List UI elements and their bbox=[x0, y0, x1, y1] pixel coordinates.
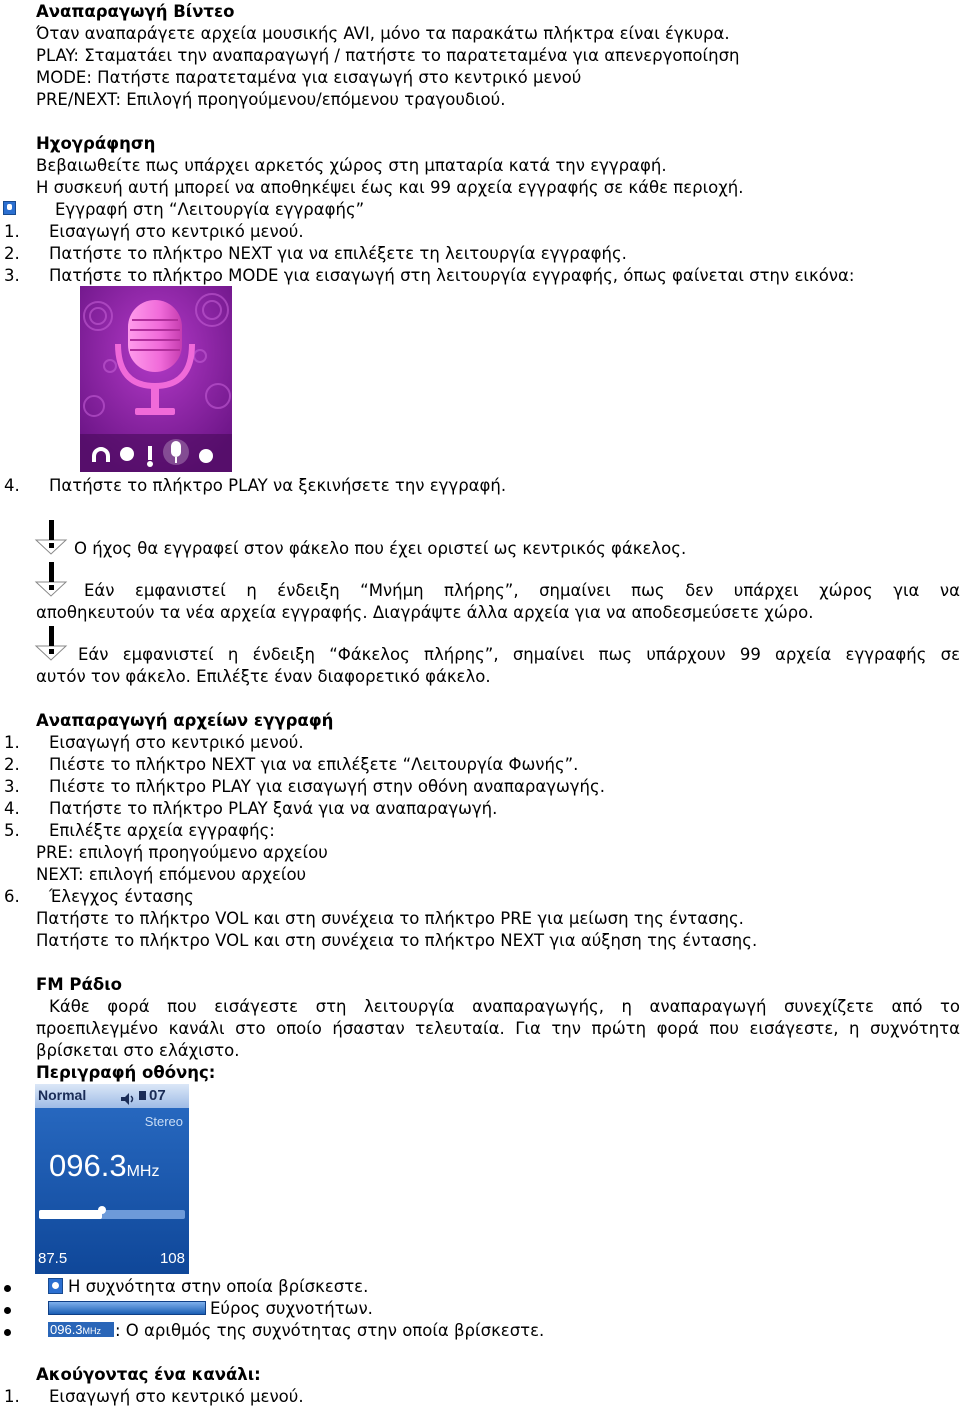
recording-line: Η συσκευή αυτή μπορεί να αποθηκέψει έως και 99 αρχεία εγγραφής σε κάθε περιοχή. bbox=[36, 178, 744, 197]
video-line: PRE/NEXT: Επιλογή προηγούμενου/επόμενου τραγουδιού. bbox=[36, 90, 506, 109]
screen-description-heading: Περιγραφή οθόνης: bbox=[36, 1063, 216, 1082]
frequency-bar-fill bbox=[39, 1210, 102, 1219]
recording-screen-image bbox=[80, 286, 232, 472]
fm-stereo-label: Stereo bbox=[144, 1114, 183, 1129]
note-text: αυτόν τον φάκελο. Επιλέξτε έναν διαφορετικό φάκελο. bbox=[36, 667, 491, 686]
fm-paragraph: προεπιλεγμένο κανάλι στο οποίο ήσασταν τελευταία. Για την πρώτη φορά που εισάγεστε, η συχνότητα bbox=[36, 1019, 960, 1038]
frequency-range-bar-icon bbox=[48, 1301, 206, 1315]
fm-mode-label: Normal bbox=[38, 1087, 87, 1103]
step-number: 2. bbox=[4, 755, 20, 774]
step-number: 5. bbox=[4, 821, 20, 840]
bullet bbox=[4, 1307, 11, 1314]
note-text: Ο ήχος θα εγγραφεί στον φάκελο που έχει οριστεί ως κεντρικός φάκελος. bbox=[74, 539, 687, 558]
bullet-text: Εύρος συχνοτήτων. bbox=[210, 1299, 373, 1318]
frequency-marker-icon bbox=[98, 1206, 106, 1214]
radio-mode-icon bbox=[48, 1278, 63, 1294]
step-number: 1. bbox=[4, 1387, 20, 1406]
fm-paragraph: Κάθε φορά που εισάγεστε στη λειτουργία αναπαραγωγής, η αναπαραγωγή συνεχίζετε από το bbox=[49, 997, 960, 1016]
step-number: 3. bbox=[4, 777, 20, 796]
recording-step: Πατήστε το πλήκτρο NEXT για να επιλέξετε τη λειτουργία εγγραφής. bbox=[49, 244, 627, 263]
playback-step: Πιέστε το πλήκτρο PLAY για εισαγωγή στην οθόνη αναπαραγωγής. bbox=[49, 777, 605, 796]
warning-icon bbox=[34, 558, 68, 598]
playback-step: Έλεγχος έντασης bbox=[49, 887, 194, 906]
fm-frequency-unit: MHz bbox=[126, 1163, 160, 1180]
thumb-frequency-unit: MHz bbox=[82, 1326, 102, 1336]
recording-line: Βεβαιωθείτε πως υπάρχει αρκετός χώρος στη μπαταρία κατά την εγγραφή. bbox=[36, 156, 667, 175]
frequency-bar bbox=[39, 1210, 185, 1219]
video-line: Όταν αναπαράγετε αρχεία μουσικής AVI, μόνο τα παρακάτω πλήκτρα είναι έγκυρα. bbox=[36, 24, 730, 43]
record-mode-icon bbox=[3, 201, 16, 215]
bullet bbox=[4, 1285, 11, 1292]
frequency-number-thumbnail bbox=[48, 1322, 114, 1337]
playback-heading: Αναπαραγωγή αρχείων εγγραφή bbox=[36, 711, 334, 730]
step-number: 2. bbox=[4, 244, 20, 263]
bullet bbox=[4, 1329, 11, 1336]
fm-paragraph: βρίσκεται στο ελάχιστο. bbox=[36, 1041, 240, 1060]
note-text: αποθηκευτούν τα νέα αρχεία εγγραφής. Διαγράψτε άλλα αρχεία για να αποδεσμεύσετε χώρο. bbox=[36, 603, 814, 622]
playback-pre: PRE: επιλογή προηγούμενο αρχείου bbox=[36, 843, 328, 862]
speaker-icon bbox=[121, 1090, 135, 1102]
step-number: 4. bbox=[4, 476, 20, 495]
playback-step: Επιλέξτε αρχεία εγγραφής: bbox=[49, 821, 275, 840]
playback-step: Πατήστε το πλήκτρο PLAY ξανά για να αναπαραγωγή. bbox=[49, 799, 498, 818]
fm-range-max: 108 bbox=[159, 1250, 185, 1267]
playback-step: Πιέστε το πλήκτρο NEXT για να επιλέξετε “Λειτουργία Φωνής”. bbox=[49, 755, 579, 774]
volume-up-text: Πατήστε το πλήκτρο VOL και στη συνέχεια το πλήκτρο NEXT για αύξηση της έντασης. bbox=[36, 931, 758, 950]
listen-step: Εισαγωγή στο κεντρικό μενού. bbox=[49, 1387, 304, 1406]
volume-down-text: Πατήστε το πλήκτρο VOL και στη συνέχεια το πλήκτρο PRE για μείωση της έντασης. bbox=[36, 909, 744, 928]
fm-range-min: 87.5 bbox=[38, 1250, 68, 1267]
recording-subheading: Εγγραφή στη “Λειτουργία εγγραφής” bbox=[55, 200, 365, 219]
fm-preset-number: 07 bbox=[149, 1087, 166, 1104]
step-number: 4. bbox=[4, 799, 20, 818]
warning-icon bbox=[34, 622, 68, 662]
note-text: Εάν εμφανιστεί η ένδειξη “Μνήμη πλήρης”, σημαίνει πως δεν υπάρχει χώρος για να bbox=[84, 581, 960, 600]
recording-step: Πατήστε το πλήκτρο PLAY να ξεκινήσετε την εγγραφή. bbox=[49, 476, 507, 495]
fm-screen-image bbox=[35, 1084, 189, 1274]
step-number: 1. bbox=[4, 222, 20, 241]
preset-icon bbox=[139, 1091, 146, 1100]
fm-heading: FM Ράδιο bbox=[36, 975, 122, 994]
warning-icon bbox=[34, 516, 68, 556]
step-number: 3. bbox=[4, 266, 20, 285]
recording-step: Εισαγωγή στο κεντρικό μενού. bbox=[49, 222, 304, 241]
bullet-text: Η συχνότητα στην οποία βρίσκεστε. bbox=[68, 1277, 369, 1296]
listen-heading: Ακούγοντας ένα κανάλι: bbox=[36, 1365, 261, 1384]
playback-next: NEXT: επιλογή επόμενου αρχείου bbox=[36, 865, 307, 884]
video-line: MODE: Πατήστε παρατεταμένα για εισαγωγή στο κεντρικό μενού bbox=[36, 68, 582, 87]
recording-heading: Ηχογράφηση bbox=[36, 134, 156, 153]
note-text: Εάν εμφανιστεί η ένδειξη “Φάκελος πλήρης”, σημαίνει πως υπάρχουν 99 αρχεία εγγραφής σε bbox=[78, 645, 960, 664]
playback-step: Εισαγωγή στο κεντρικό μενού. bbox=[49, 733, 304, 752]
thumb-frequency: 096.3 bbox=[50, 1322, 83, 1337]
step-number: 1. bbox=[4, 733, 20, 752]
video-line: PLAY: Σταματάει την αναπαραγωγή / πατήστε το παρατεταμένα για απενεργοποίηση bbox=[36, 46, 740, 65]
step-number: 6. bbox=[4, 887, 20, 906]
recording-step: Πατήστε το πλήκτρο MODE για εισαγωγή στη λειτουργία εγγραφής, όπως φαίνεται στην εικόνα: bbox=[49, 266, 855, 285]
video-heading: Αναπαραγωγή Βίντεο bbox=[36, 2, 235, 21]
bullet-text: : Ο αριθμός της συχνότητας στην οποία βρίσκεστε. bbox=[115, 1321, 545, 1340]
fm-frequency: 096.3 bbox=[49, 1148, 127, 1183]
